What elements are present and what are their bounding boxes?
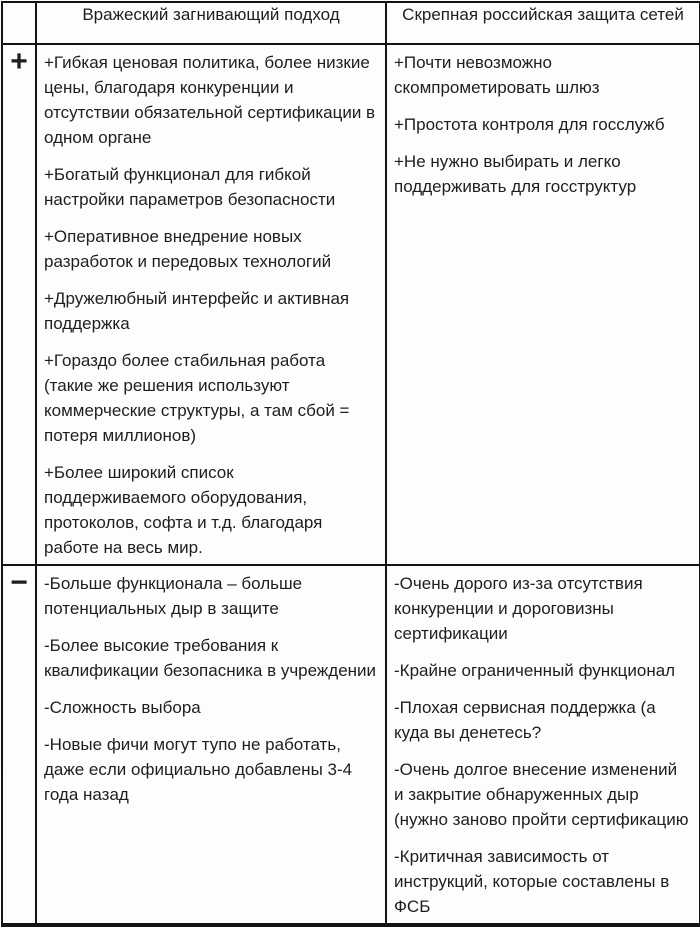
con-item: -Критичная зависимость от инструкций, которые составлены в ФСБ xyxy=(394,847,670,916)
pro-item: +Богатый функционал для гибкой настройки параметров безопасности xyxy=(44,165,336,209)
pro-item: +Гибкая ценовая политика, более низкие цены, благодаря конкуренции и отсутствии обязательной сертификации в одном органе xyxy=(44,53,376,147)
header-row xyxy=(2,2,700,44)
pro-item: +Оперативное внедрение новых разработок и передовых технологий xyxy=(44,227,332,271)
comparison-table xyxy=(1,1,700,927)
pros-right-cell xyxy=(386,44,700,565)
pros-row xyxy=(2,44,700,565)
con-item: -Сложность выбора xyxy=(44,698,201,717)
minus-sign: − xyxy=(2,565,36,925)
con-item: -Плохая сервисная поддержка (а куда вы денетесь? xyxy=(394,698,656,742)
con-item: -Новые фичи могут тупо не работать, даже если официально добавлены 3-4 года назад xyxy=(44,735,353,804)
cons-row xyxy=(2,565,700,925)
pro-item: +Более широкий список поддерживаемого оборудования, протоколов, софта и т.д. благодаря работе на весь мир. xyxy=(44,463,323,557)
con-item: -Более высокие требования к квалификации безопасника в учреждении xyxy=(44,636,377,680)
pro-item: +Гораздо более стабильная работа (такие же решения используют коммерческие структуры, а там сбой = потеря миллионов) xyxy=(44,351,350,445)
pro-item: +Простота контроля для госслужб xyxy=(394,115,665,134)
pro-item: +Почти невозможно скомпрометировать шлюз xyxy=(394,53,600,97)
plus-sign: + xyxy=(2,44,36,565)
cons-left-cell xyxy=(36,565,386,925)
con-item: -Очень дорого из-за отсутствия конкуренции и дороговизны сертификации xyxy=(394,574,643,643)
sign-column-header xyxy=(2,2,36,44)
con-item: -Крайне ограниченный функционал xyxy=(394,661,676,680)
con-item: -Больше функционала – больше потенциальных дыр в защите xyxy=(44,574,303,618)
pro-item: +Не нужно выбирать и легко поддерживать для госструктур xyxy=(394,152,637,196)
cons-right-cell xyxy=(386,565,700,925)
pros-left-cell xyxy=(36,44,386,565)
left-column-header: Вражеский загнивающий подход xyxy=(36,2,386,44)
right-column-header: Скрепная российская защита сетей xyxy=(386,2,700,44)
pro-item: +Дружелюбный интерфейс и активная поддержка xyxy=(44,289,350,333)
con-item: -Очень долгое внесение изменений и закрытие обнаруженных дыр (нужно заново пройти сертификацию xyxy=(394,760,689,829)
